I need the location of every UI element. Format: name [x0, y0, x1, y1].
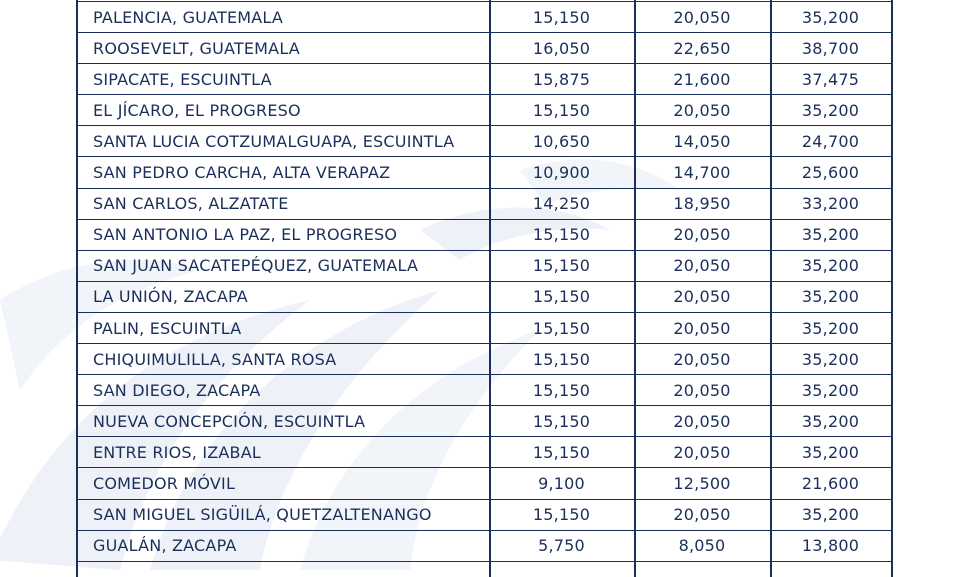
- value-cell-2: 20,050: [673, 442, 731, 462]
- value-cell-1: 15,150: [532, 380, 591, 400]
- value-cell-2: 20,050: [673, 7, 731, 27]
- value-cell-1: 9,100: [538, 474, 585, 493]
- value-cell-2: 22,650: [673, 38, 731, 58]
- location-cell: SAN ANTONIO LA PAZ, EL PROGRESO: [93, 225, 398, 245]
- value-cell-2: 20,050: [673, 505, 731, 525]
- location-cell: PALIN, ESCUINTLA: [93, 318, 242, 338]
- value-cell-3: 35,200: [801, 442, 860, 462]
- value-cell-2: 12,500: [673, 474, 731, 493]
- value-cell-2: 14,700: [673, 163, 731, 182]
- column-divider: [634, 0, 636, 577]
- location-cell: COMEDOR MÓVIL: [93, 474, 236, 493]
- value-cell-3: 35,200: [801, 318, 860, 338]
- value-cell-3: 33,200: [801, 194, 860, 214]
- value-cell-2: 14,050: [673, 131, 731, 151]
- value-cell-1: 10,900: [532, 163, 591, 182]
- value-cell-2: 20,050: [673, 411, 731, 431]
- location-cell: SIPACATE, ESCUINTLA: [93, 69, 272, 89]
- location-cell: GUALÁN, ZACAPA: [93, 536, 237, 556]
- location-cell: SAN MIGUEL SIGÜILÁ, QUETZALTENANGO: [93, 505, 432, 525]
- value-cell-1: 15,150: [532, 287, 591, 307]
- value-cell-3: 38,700: [801, 38, 860, 58]
- location-cell: NUEVA CONCEPCIÓN, ESCUINTLA: [93, 411, 366, 431]
- value-cell-2: 20,050: [673, 380, 731, 400]
- value-cell-3: 21,600: [801, 474, 860, 493]
- value-cell-3: 25,600: [801, 163, 860, 182]
- value-cell-1: 15,150: [532, 411, 591, 431]
- value-cell-2: 8,050: [678, 536, 726, 556]
- value-cell-1: 15,150: [532, 100, 591, 120]
- value-cell-3: 13,800: [801, 536, 860, 556]
- value-cell-3: 35,200: [801, 225, 860, 245]
- value-cell-2: 20,050: [673, 100, 731, 120]
- value-cell-3: 35,200: [801, 380, 860, 400]
- value-cell-3: 24,700: [801, 131, 860, 151]
- value-cell-1: 16,050: [532, 38, 591, 58]
- value-cell-1: 10,650: [532, 131, 591, 151]
- value-cell-3: 35,200: [801, 256, 860, 276]
- value-cell-3: 35,200: [801, 411, 860, 431]
- value-cell-1: 15,150: [532, 225, 591, 245]
- location-cell: SAN CARLOS, ALZATATE: [93, 194, 289, 214]
- value-cell-3: 35,200: [801, 7, 860, 27]
- value-cell-1: 15,150: [532, 505, 591, 525]
- column-divider: [489, 0, 491, 577]
- value-cell-2: 20,050: [673, 225, 731, 245]
- value-cell-1: 15,875: [532, 69, 591, 89]
- value-cell-1: 15,150: [532, 7, 591, 27]
- value-cell-1: 14,250: [532, 194, 591, 214]
- value-cell-3: 35,200: [801, 505, 860, 525]
- location-cell: PALENCIA, GUATEMALA: [93, 7, 284, 27]
- value-cell-1: 15,150: [532, 256, 591, 276]
- value-cell-2: 20,050: [673, 287, 731, 307]
- column-divider: [770, 0, 772, 577]
- price-table: [76, 0, 893, 577]
- location-cell: CHIQUIMULILLA, SANTA ROSA: [93, 349, 337, 369]
- value-cell-1: 15,150: [532, 349, 591, 369]
- value-cell-3: 35,200: [801, 287, 860, 307]
- value-cell-2: 20,050: [673, 318, 731, 338]
- value-cell-1: 15,150: [532, 318, 591, 338]
- location-cell: SANTA LUCIA COTZUMALGUAPA, ESCUINTLA: [93, 131, 455, 151]
- value-cell-2: 18,950: [673, 194, 731, 214]
- value-cell-3: 37,475: [801, 69, 860, 89]
- value-cell-1: 15,150: [532, 442, 591, 462]
- location-cell: LA UNIÓN, ZACAPA: [93, 287, 248, 307]
- location-cell: SAN JUAN SACATEPÉQUEZ, GUATEMALA: [93, 256, 419, 276]
- value-cell-2: 20,050: [673, 349, 731, 369]
- location-cell: SAN DIEGO, ZACAPA: [93, 380, 261, 400]
- value-cell-2: 21,600: [673, 69, 731, 89]
- location-cell: ROOSEVELT, GUATEMALA: [93, 38, 300, 58]
- value-cell-2: 20,050: [673, 256, 731, 276]
- value-cell-1: 5,750: [538, 536, 585, 556]
- location-cell: SAN PEDRO CARCHA, ALTA VERAPAZ: [93, 163, 391, 182]
- value-cell-3: 35,200: [801, 349, 860, 369]
- location-cell: EL JÍCARO, EL PROGRESO: [93, 100, 301, 120]
- value-cell-3: 35,200: [801, 100, 860, 120]
- location-cell: ENTRE RIOS, IZABAL: [93, 442, 261, 462]
